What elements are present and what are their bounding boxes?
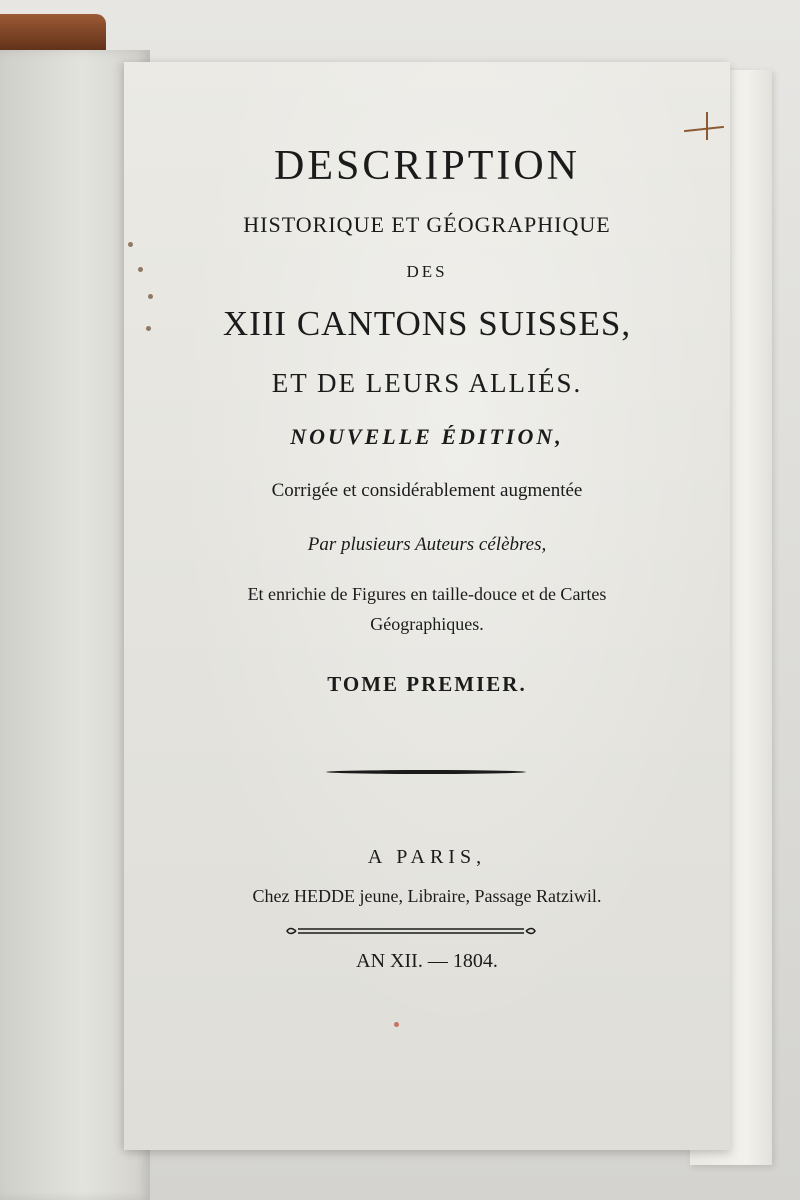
subtitle-historique: HISTORIQUE ET GÉOGRAPHIQUE [243, 212, 611, 237]
enrichie-line-1: Et enrichie de Figures en taille-douce et de Cartes [247, 584, 607, 604]
corrigee-line: Corrigée et considérablement augmentée [271, 480, 583, 501]
auteurs-line: Par plusieurs Auteurs célèbres, [307, 534, 547, 555]
enrichie-line-2: Géographiques. [370, 614, 484, 634]
ornament-rule [286, 924, 536, 938]
place-line: A PARIS, [367, 846, 487, 868]
tome-line: TOME PREMIER. [327, 672, 527, 696]
title-cantons: XIII CANTONS SUISSES, [222, 304, 632, 343]
date-line: AN XII. — 1804. [356, 950, 498, 972]
pen-mark [684, 112, 724, 142]
foxing-spot [394, 1022, 399, 1027]
title-description: DESCRIPTION [273, 143, 581, 189]
divider-rule [326, 770, 526, 774]
word-des: DES [406, 262, 448, 281]
foxing-spot [148, 294, 153, 299]
foxing-spot [128, 242, 133, 247]
title-page [124, 62, 730, 1150]
title-allies: ET DE LEURS ALLIÉS. [271, 368, 583, 398]
edition-line: NOUVELLE ÉDITION, [290, 424, 564, 449]
publisher-line: Chez HEDDE jeune, Libraire, Passage Ratziwil. [252, 886, 602, 906]
